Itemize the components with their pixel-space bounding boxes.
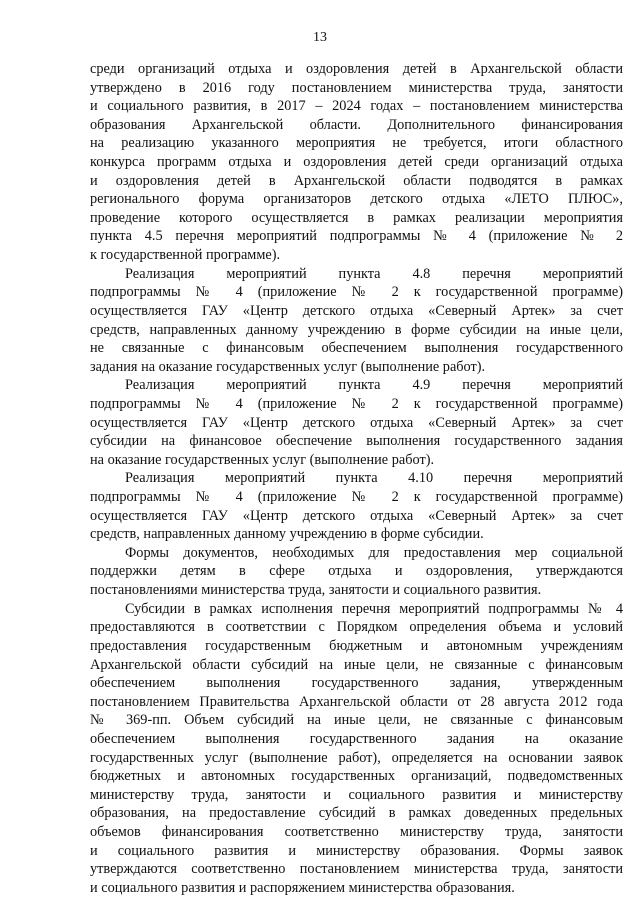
text-line: Формы документов, необходимых для предоставления мер социальной: [125, 544, 623, 561]
text-line: подпрограммы № 4 (приложение № 2 к государственной программе): [90, 284, 623, 301]
text-line: предоставления государственным бюджетным и автономным учреждениям: [90, 637, 623, 654]
text-line: утверждено в 2016 году постановлением министерства труда, занятости: [90, 79, 623, 96]
text-line: постановлениями министерства труда, занятости и социального развития.: [90, 582, 542, 599]
text-line: Субсидии в рамках исполнения перечня мероприятий подпрограммы № 4: [125, 600, 623, 617]
text-line: к государственной программе).: [90, 247, 281, 264]
text-line: средств, направленных данному учреждению в форме субсидии на иные цели,: [90, 321, 623, 338]
text-line: утверждаются соответственно постановлением министерства труда, занятости: [90, 861, 623, 878]
text-line: и социального развития и министерству образования. Формы заявок: [90, 842, 623, 859]
text-line: № 369-пп. Объем субсидий на иные цели, не связанные с финансовым: [90, 712, 623, 729]
text-line: на оказание государственных услуг (выполнение работ).: [90, 451, 435, 468]
text-line: Архангельской области субсидий на иные цели, не связанные с финансовым: [90, 656, 623, 673]
text-line: осуществляется ГАУ «Центр детского отдыха «Северный Артек» за счет: [90, 414, 623, 431]
text-line: подпрограммы № 4 (приложение № 2 к государственной программе): [90, 395, 623, 412]
body-text: [90, 60, 623, 897]
text-line: обеспечением выполнения государственного задания на оказание: [90, 730, 623, 747]
text-line: подпрограммы № 4 (приложение № 2 к государственной программе): [90, 489, 623, 506]
text-line: обеспечением выполнения государственного задания, утвержденным: [90, 675, 623, 692]
text-line: пункта 4.5 перечня мероприятий подпрограммы № 4 (приложение № 2: [90, 228, 623, 245]
page-number: 13: [313, 30, 327, 45]
text-line: задания на оказание государственных услуг (выполнение работ).: [90, 358, 486, 375]
text-line: осуществляется ГАУ «Центр детского отдыха «Северный Артек» за счет: [90, 302, 623, 319]
text-line: и социального развития и распоряжением министерства образования.: [90, 879, 515, 896]
text-line: субсидии на финансовое обеспечение выполнения государственного задания: [90, 433, 623, 450]
text-line: не связанные с финансовым обеспечением выполнения государственного: [90, 340, 623, 357]
text-line: объемов финансирования соответственно министерству труда, занятости: [90, 823, 623, 840]
text-line: средств, направленных данному учреждению в форме субсидии.: [90, 526, 484, 543]
text-line: предоставляются в соответствии с Порядком определения объема и условий: [90, 619, 623, 636]
text-line: осуществляется ГАУ «Центр детского отдыха «Северный Артек» за счет: [90, 507, 623, 524]
text-line: проведение которого осуществляется в рамках реализации мероприятия: [90, 209, 623, 226]
text-line: конкурса программ отдыха и оздоровления детей среди организаций отдыха: [90, 154, 623, 171]
text-line: образования, на предоставление субсидий в рамках доведенных предельных: [90, 805, 623, 822]
text-line: Реализация мероприятий пункта 4.8 перечня мероприятий: [125, 265, 623, 282]
text-line: Реализация мероприятий пункта 4.9 перечня мероприятий: [125, 377, 623, 394]
text-line: среди организаций отдыха и оздоровления детей в Архангельской области: [90, 61, 623, 77]
text-line: министерству труда, занятости и социального развития и министерству: [90, 786, 623, 803]
text-line: на реализацию указанного мероприятия не требуется, итоги областного: [90, 135, 623, 152]
text-line: поддержки детям в сфере отдыха и оздоровления, утверждаются: [90, 563, 623, 580]
text-line: Реализация мероприятий пункта 4.10 перечня мероприятий: [125, 470, 623, 487]
text-line: и социального развития, в 2017 – 2024 годах – постановлением министерства: [90, 98, 623, 115]
text-line: бюджетных и автономных государственных организаций, подведомственных: [90, 768, 623, 785]
text-line: образования Архангельской области. Дополнительного финансирования: [90, 116, 623, 133]
text-line: постановлением Правительства Архангельской области от 28 августа 2012 года: [90, 693, 623, 710]
text-line: регионального форума организаторов детского отдыха «ЛЕТО ПЛЮС»,: [90, 191, 623, 208]
text-line: государственных услуг (выполнение работ), определяется на основании заявок: [90, 749, 623, 766]
text-line: и оздоровления детей в Архангельской области подводятся в рамках: [90, 172, 623, 189]
